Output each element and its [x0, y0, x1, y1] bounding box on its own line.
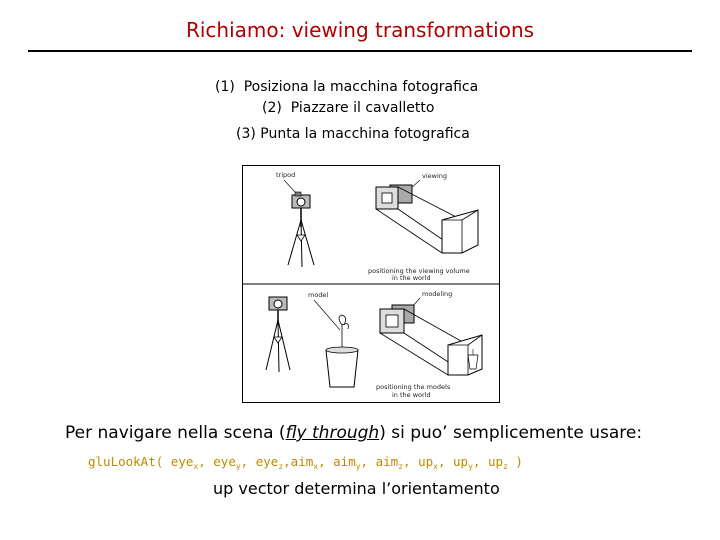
code-aim: aim [290, 454, 314, 469]
step-2: (2) Piazzare il cavalletto [262, 100, 435, 116]
navigate-text-after: ) si puo’ semplicemente usare: [379, 423, 643, 443]
code-up: up [487, 454, 504, 469]
code-eye: eye [255, 454, 279, 469]
navigate-sentence [65, 423, 642, 443]
viewing-label: viewing [422, 172, 448, 180]
modeling-caption-2: in the world [392, 391, 431, 399]
viewing-caption-2: in the world [392, 274, 431, 282]
code-sub: y [235, 462, 241, 471]
model-label: model [308, 291, 329, 299]
code-sub: x [433, 462, 438, 471]
code-sub: z [278, 462, 284, 471]
step-3: (3) Punta la macchina fotografica [236, 126, 470, 142]
fly-through-emphasis: fly through [285, 423, 380, 443]
title-divider [28, 50, 692, 52]
code-sub: x [193, 462, 199, 471]
code-sub: y [468, 462, 473, 471]
modeling-label: modeling [422, 290, 453, 298]
modeling-caption-1: positioning the models [376, 383, 451, 391]
code-function: gluLookAt( [88, 454, 164, 469]
slide-title: Richiamo: viewing transformations [185, 18, 535, 42]
code-close-paren: ) [515, 454, 523, 469]
code-sub: x [313, 462, 319, 471]
code-aim: aim [375, 454, 399, 469]
code-eye: eye [213, 454, 236, 469]
code-sub: z [503, 462, 508, 471]
code-sub: y [355, 462, 361, 471]
glulookat-code: gluLookAt( eye$_x$, eye$_y$, eye$_z$,aim$_x$, aim$_y$, aim$_z$, $up_x$, $up_y$, $up_z$ ) [88, 454, 523, 471]
step-1: (1) Posiziona la macchina fotografica [215, 79, 479, 95]
viewing-caption-1: positioning the viewing volume [368, 267, 470, 275]
code-sub: z [398, 462, 404, 471]
code-eye: eye [170, 454, 194, 469]
tripod-label: tripod [276, 171, 296, 179]
navigate-text-before: Per navigare nella scena ( [65, 423, 286, 443]
code-up: up [453, 454, 469, 469]
code-up: up [418, 454, 434, 469]
code-aim: aim [333, 454, 356, 469]
camera-analogy-figure [242, 165, 500, 403]
up-vector-note: up vector determina l’orientamento [213, 479, 500, 498]
